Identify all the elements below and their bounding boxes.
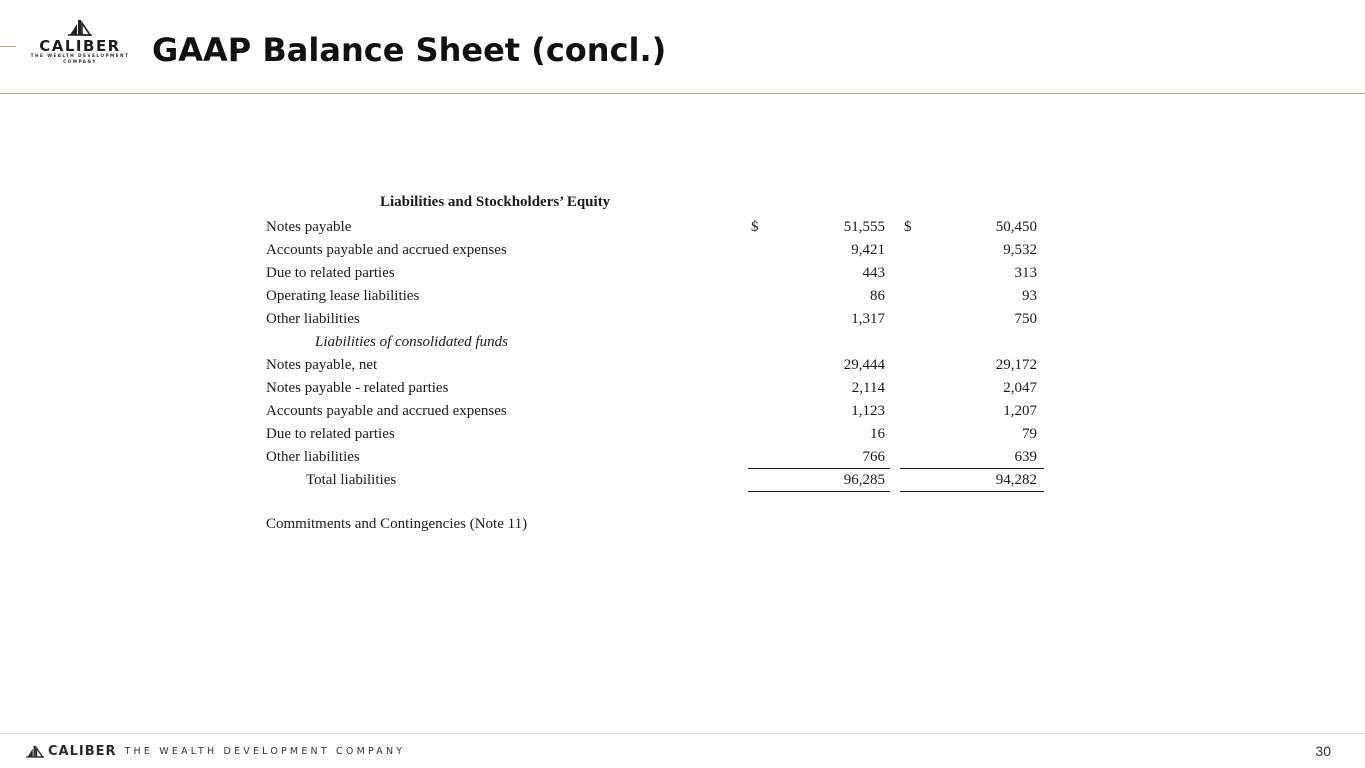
table-row xyxy=(260,239,1060,261)
commitments-note: Commitments and Contingencies (Note 11) xyxy=(266,516,528,532)
row-label: Notes payable xyxy=(266,219,352,235)
caliber-logo xyxy=(24,18,136,74)
table-row xyxy=(260,446,1060,468)
table-row xyxy=(260,262,1060,284)
row-label: Other liabilities xyxy=(266,449,360,465)
value-prior: 1,207 xyxy=(1003,403,1037,419)
table-row xyxy=(260,423,1060,445)
value-prior: 93 xyxy=(1022,288,1037,304)
subsection-heading: Liabilities of consolidated funds xyxy=(315,334,508,350)
table-row xyxy=(260,377,1060,399)
row-label: Notes payable - related parties xyxy=(266,380,449,396)
value-current: 86 xyxy=(870,288,885,304)
logo-wordmark: CALIBER xyxy=(39,37,121,55)
footer-divider xyxy=(0,733,1365,734)
currency-symbol: $ xyxy=(751,219,759,235)
total-rule xyxy=(748,491,890,492)
row-label: Accounts payable and accrued expenses xyxy=(266,242,507,258)
value-prior: 750 xyxy=(1014,311,1037,327)
value-current: 766 xyxy=(862,449,885,465)
value-prior: 79 xyxy=(1022,426,1037,442)
value-current: 29,444 xyxy=(843,357,885,373)
row-label: Due to related parties xyxy=(266,426,395,442)
value-current: 1,317 xyxy=(851,311,885,327)
value-current: 443 xyxy=(862,265,885,281)
value-current: 1,123 xyxy=(851,403,885,419)
total-value-current: 96,285 xyxy=(843,472,885,488)
total-label: Total liabilities xyxy=(306,472,397,488)
value-current: 9,421 xyxy=(851,242,885,258)
footer-logo xyxy=(26,742,405,760)
footer-tagline: THE WEALTH DEVELOPMENT COMPANY xyxy=(124,745,406,757)
row-label: Other liabilities xyxy=(266,311,360,327)
table-row xyxy=(260,400,1060,422)
caliber-building-icon xyxy=(68,18,92,36)
footer-wordmark: CALIBER xyxy=(48,743,117,759)
value-prior: 9,532 xyxy=(1003,242,1037,258)
value-prior: 313 xyxy=(1014,265,1037,281)
total-rule xyxy=(900,491,1044,492)
caliber-building-icon xyxy=(26,744,44,758)
section-heading: Liabilities and Stockholders’ Equity xyxy=(380,194,611,210)
row-label: Notes payable, net xyxy=(266,357,378,373)
subsection-row xyxy=(260,331,1060,353)
row-label: Operating lease liabilities xyxy=(266,288,420,304)
logo-tagline-company: COMPANY xyxy=(63,59,97,65)
table-row xyxy=(260,354,1060,376)
header-divider xyxy=(0,93,1365,94)
page-title: GAAP Balance Sheet (concl.) xyxy=(152,31,667,69)
row-label: Due to related parties xyxy=(266,265,395,281)
header-accent-line xyxy=(0,46,16,47)
table-row xyxy=(260,216,1060,238)
value-current: 2,114 xyxy=(851,380,885,396)
value-prior: 29,172 xyxy=(995,357,1037,373)
value-current: 16 xyxy=(870,426,885,442)
table-row xyxy=(260,308,1060,330)
value-prior: 2,047 xyxy=(1003,380,1037,396)
table-row xyxy=(260,285,1060,307)
page-number: 30 xyxy=(1315,743,1331,759)
currency-symbol: $ xyxy=(904,219,912,235)
logo-tagline: THE WEALTH DEVELOPMENT xyxy=(30,54,130,59)
row-label: Accounts payable and accrued expenses xyxy=(266,403,507,419)
total-value-prior: 94,282 xyxy=(995,472,1037,488)
value-current: 51,555 xyxy=(843,219,885,235)
value-prior: 639 xyxy=(1014,449,1037,465)
total-row xyxy=(260,469,1060,491)
value-prior: 50,450 xyxy=(995,219,1037,235)
